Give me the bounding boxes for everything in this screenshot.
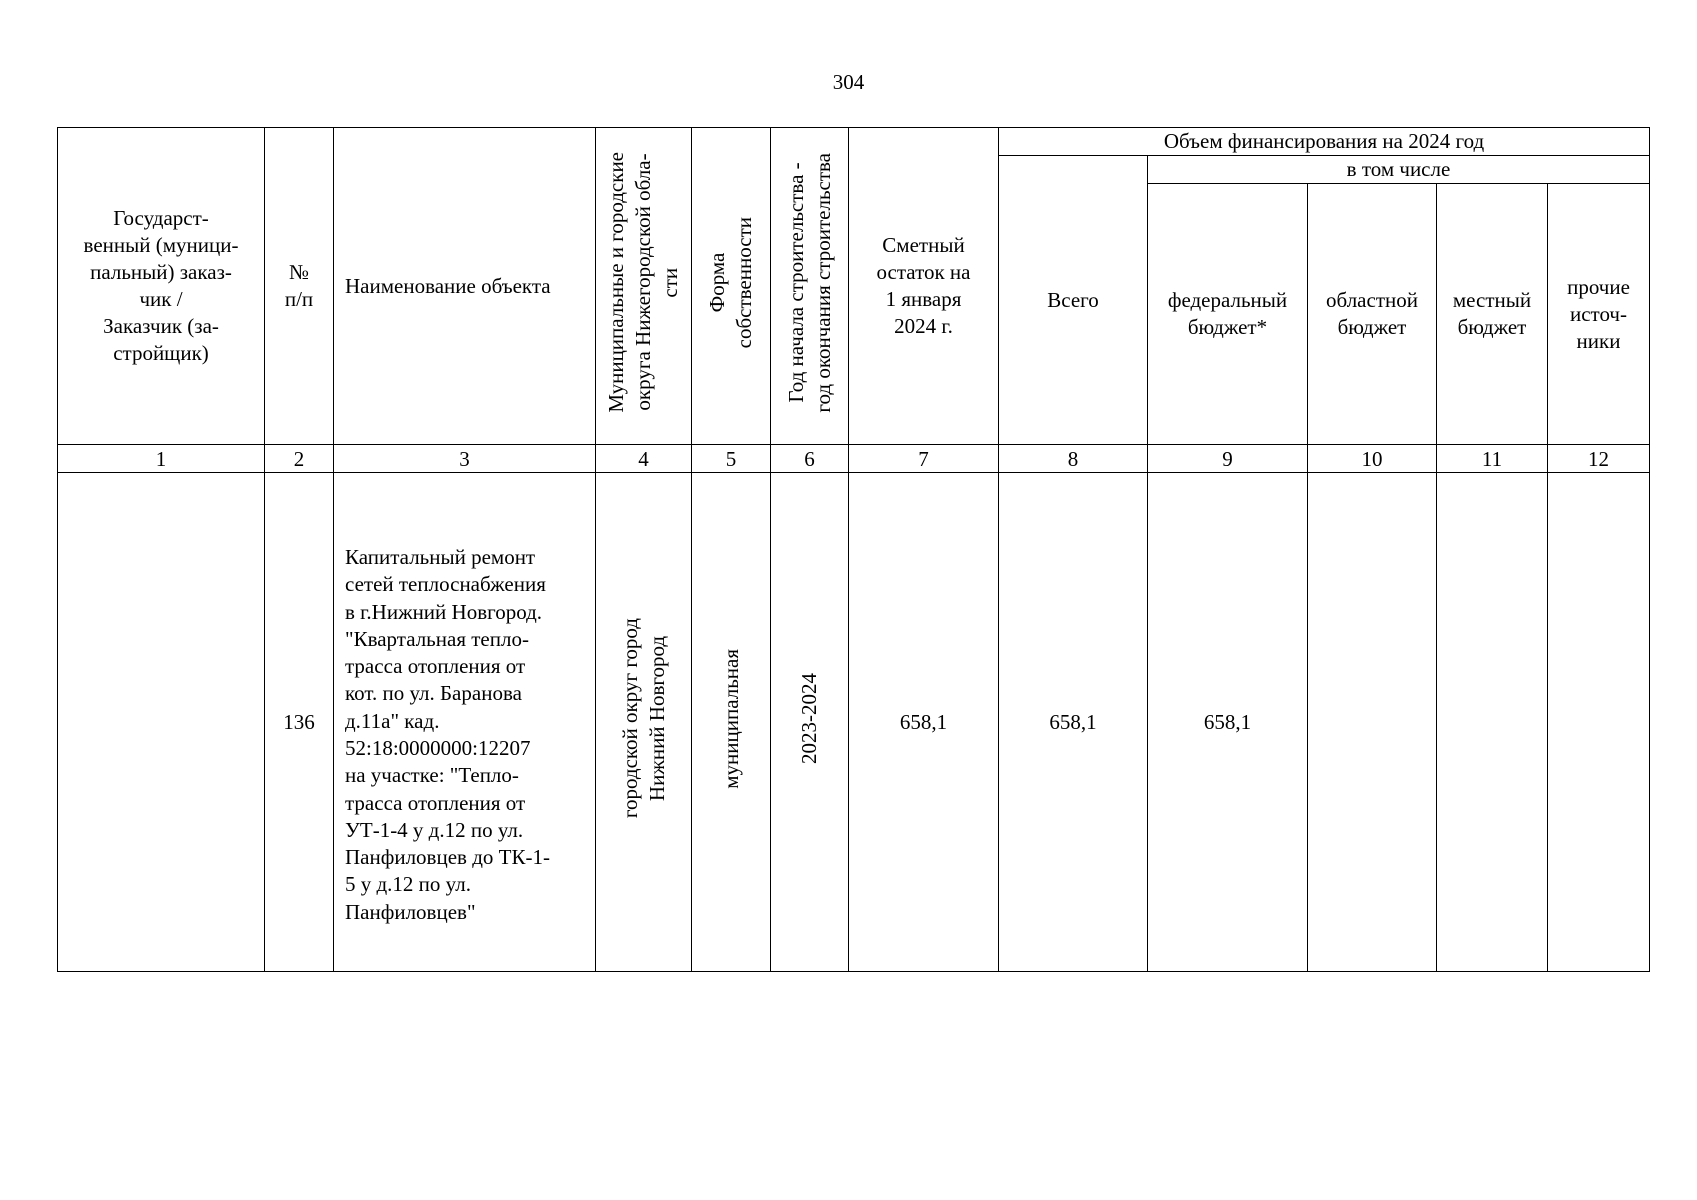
cell-local [1437, 473, 1548, 972]
header-local [1437, 184, 1548, 445]
header-years [771, 128, 849, 445]
header-ownership-label: Форма собственности [705, 216, 756, 349]
header-other [1548, 184, 1650, 445]
cell-municipality-text: городской округ город Нижний Новгород [617, 618, 669, 819]
header-funding-group-label: Объем финансирования на 2024 год [1163, 129, 1485, 153]
cell-other [1548, 473, 1650, 972]
header-other-label: прочие источ- ники [1567, 274, 1630, 353]
cell-customer [58, 473, 265, 972]
header-federal [1148, 184, 1308, 445]
header-number [265, 128, 334, 445]
header-number-label: № п/п [284, 260, 314, 311]
header-municipality [596, 128, 692, 445]
header-estimate-balance [849, 128, 999, 445]
header-customer [58, 128, 265, 445]
column-number-cell: 3 [334, 445, 596, 473]
column-number-cell: 4 [596, 445, 692, 473]
header-row-top [58, 128, 1650, 156]
cell-estimate-balance: 658,1 [849, 473, 999, 972]
header-regional-label: областной бюджет [1326, 288, 1418, 339]
header-object-name-label: Наименование объекта [345, 273, 551, 298]
cell-total: 658,1 [999, 473, 1148, 972]
table-row [58, 473, 1650, 972]
cell-federal: 658,1 [1148, 473, 1308, 972]
column-number-cell: 6 [771, 445, 849, 473]
cell-years [771, 473, 849, 972]
header-funding-group [999, 128, 1650, 156]
column-number-cell: 11 [1437, 445, 1548, 473]
column-number-cell: 2 [265, 445, 334, 473]
column-number-cell: 1 [58, 445, 265, 473]
header-local-label: местный бюджет [1452, 288, 1532, 339]
cell-object-name [334, 473, 596, 972]
column-number-cell: 8 [999, 445, 1148, 473]
header-years-label: Год начала строительства - год окончания строительства [783, 152, 835, 413]
cell-object-name-text: Капитальный ремонт сетей теплоснабжения в г.Нижний Новгород. "Квартальная тепло- трасса отопления от кот. по ул. Баранова д.11а" кад. 52:18:0000000:12207 на участке: "Тепло- трасса отопления от УТ-1-4 у д.12 по ул. Панфиловцев до ТК-1- 5 у д.12 по ул. Панфиловцев" [345, 544, 550, 924]
financing-table [57, 127, 1650, 972]
page-number: 304 [832, 70, 865, 94]
cell-ownership [692, 473, 771, 972]
header-federal-label: федеральный бюджет* [1167, 288, 1288, 339]
cell-number: 136 [265, 473, 334, 972]
header-ownership [692, 128, 771, 445]
cell-municipality [596, 473, 692, 972]
column-number-cell: 10 [1308, 445, 1437, 473]
header-including-label: в том числе [1346, 157, 1451, 181]
cell-ownership-text: муниципальная [718, 648, 743, 789]
cell-regional [1308, 473, 1437, 972]
header-municipality-label: Муниципальные и городские округа Нижегородской обла- сти [604, 152, 682, 413]
column-number-row [58, 445, 1650, 473]
column-number-cell: 7 [849, 445, 999, 473]
column-number-cell: 12 [1548, 445, 1650, 473]
header-including [1148, 156, 1650, 184]
header-total-label: Всего [1047, 287, 1099, 312]
cell-years-text: 2023-2024 [797, 673, 821, 764]
column-number-cell: 9 [1148, 445, 1308, 473]
header-estimate-balance-label: Сметный остаток на 1 января 2024 г. [876, 233, 971, 338]
column-number-cell: 5 [692, 445, 771, 473]
header-customer-label: Государст- венный (муници- пальный) заказ- чик / Заказчик (за- стройщик) [83, 206, 239, 365]
header-object-name [334, 128, 596, 445]
header-total [999, 156, 1148, 445]
header-regional [1308, 184, 1437, 445]
